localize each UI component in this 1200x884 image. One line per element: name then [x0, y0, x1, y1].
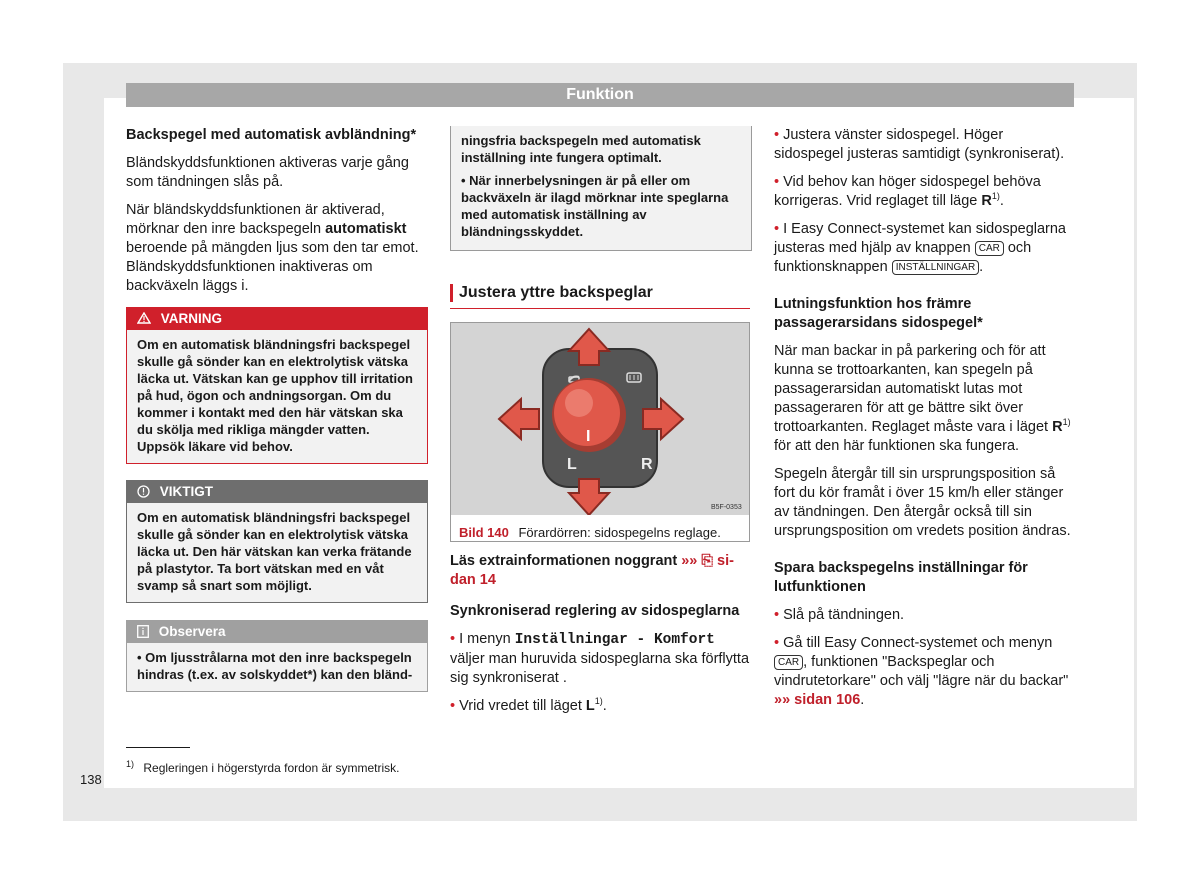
sync-heading: Synkroniserad reglering av sidospeglarna — [450, 603, 740, 619]
warning-text: Om en automatisk bländningsfri backspegel skulle gå sönder kan en elektrolytisk vätska läcka ut. Vätskan kan ge upphov till irritation på hud, ögon och andningsorgan. Om du kommer i kontakt med den här vätskan ska du skölja med rikliga mängder vatten. Uppsök läkare vid behov. — [137, 337, 413, 454]
title-underline — [450, 308, 750, 309]
important-title: VIKTIGT — [159, 484, 214, 499]
important-header — [127, 481, 427, 503]
reference-arrows-icon: »» — [774, 692, 791, 708]
section-title-block — [450, 284, 750, 309]
car-key: CAR — [774, 655, 803, 670]
figure-box — [450, 322, 750, 542]
settings-key: INSTÄLLNINGAR — [892, 260, 979, 275]
position-l-label: L — [567, 456, 577, 473]
left-column — [126, 126, 426, 305]
figure-code: B5F-0353 — [711, 504, 742, 511]
position-i-label: I — [586, 428, 591, 445]
important-text: Om en automatisk bländningsfri backspegel skulle gå sönder kan en elektrolytisk vätska läcka ut. Den här vätskan kan verka frätande på plastytor. Ta bort vätskan med en våt svamp så snart som möjligt. — [137, 510, 412, 593]
note-text: • Om ljusstrålarna mot den inre backspegeln hindras (t.ex. av solskyddet*) kan den bländ- — [137, 650, 413, 682]
sync-bullet-2: • Vrid vredet till läget $L^{1)}$. — [450, 696, 607, 714]
warning-triangle-icon — [137, 311, 155, 326]
tilt-paragraph-1: När man backar in på parkering och för att kunna se trottoarkanten, kan spegeln på passagerarsidan automatiskt lutas mot passageraren för att ge bättre sikt över trottoarkanten. Reglaget måste vara i läget $R^{1)}$ för att den här funktionen ska fungera. — [774, 343, 1071, 454]
read-more-line: Läs extrainformationen noggrant »» ⎘ si-dan 14 — [450, 553, 734, 588]
mirror-bullet-2: • Vid behov kan höger sidospegel behöva korrigeras. Vrid reglaget till läge $R^{1)}$. — [774, 174, 1041, 209]
caption-label: Bild 140 — [459, 525, 509, 540]
reference-arrows-icon: »» — [681, 553, 698, 569]
save-bullet-2: • Gå till Easy Connect-systemet och menyn CAR , funktionen "Backspeglar och vindrutetorkare" och välj "lägre när du backar" »» sidan 106. — [774, 635, 1069, 708]
note-text-bullet: • När innerbelysningen är på eller om backväxeln är ilagd mörknar inte speglarna med automatisk inställning av bländningsskyddet. — [461, 173, 729, 239]
section-title: Justera yttre backspeglar — [459, 284, 653, 301]
tilt-paragraph-2: Spegeln återgår till sin ursprungsposition så fort du kör framåt i över 15 km/h eller stänger av tändningen. Den återgår också till sin ursprungsposition om vredets position ändras. — [774, 466, 1071, 539]
save-heading: Spara backspegelns inställningar för lutfunktionen — [774, 560, 1028, 595]
mirror-bullet-1: • Justera vänster sidospegel. Höger sidospegel justeras samtidigt (synkroniserat). — [774, 127, 1065, 162]
tilt-heading: Lutningsfunktion hos främre passagerarsidans sidospegel* — [774, 296, 983, 331]
sync-bullet-1: • I menyn Inställningar - Komfort väljer man huruvida sidospeglarna ska förflytta sig synkroniserat . — [450, 631, 750, 686]
note-title: Observera — [158, 624, 226, 639]
note-continuation — [450, 126, 752, 251]
warning-title: VARNING — [160, 311, 223, 326]
right-column — [774, 126, 1074, 719]
caption-text: Förardörren: sidospegelns reglage. — [518, 525, 721, 540]
paragraph: Bländskyddsfunktionen aktiveras varje gång som tändningen slås på. — [126, 155, 409, 190]
car-key: CAR — [975, 241, 1004, 256]
important-box — [126, 480, 428, 603]
info-icon — [137, 624, 153, 639]
footnote-mark: 1) — [126, 759, 135, 769]
page-number: 138 — [80, 772, 102, 787]
booklet-icon: ⎘ — [701, 553, 714, 569]
mirror-control-illustration — [451, 323, 749, 515]
page-reference-link[interactable]: si-dan 14 — [450, 553, 734, 588]
exclamation-circle-icon — [137, 484, 154, 499]
warning-box — [126, 307, 428, 464]
mirror-bullet-3: • I Easy Connect-systemet kan sidospeglarna justeras med hjälp av knappen CAR och funktionsknappen INSTÄLLNINGAR . — [774, 221, 1067, 275]
section-heading: Backspegel med automatisk avbländning* — [126, 127, 417, 143]
title-accent-bar — [450, 284, 453, 302]
page-reference-link[interactable]: sidan 106 — [794, 692, 861, 708]
middle-text-column — [450, 552, 750, 725]
warning-header — [127, 308, 427, 330]
save-bullet-1: • Slå på tändningen. — [774, 607, 905, 623]
figure-caption — [451, 520, 749, 545]
footnote — [126, 760, 399, 776]
note-header — [127, 621, 427, 643]
note-box — [126, 620, 428, 692]
page-header: Funktion — [126, 83, 1074, 107]
footnote-text: Regleringen i högerstyrda fordon är symmetrisk. — [143, 761, 400, 775]
position-r-label: R — [641, 456, 653, 473]
note-text-continued: ningsfria backspegeln med automatisk inställning inte fungera optimalt. — [461, 133, 701, 165]
footnote-rule — [126, 747, 190, 748]
paragraph: När bländskyddsfunktionen är aktiverad, mörknar den inre backspegeln automatiskt beroende på mängden ljus som den tar emot. Bländskyddsfunktionen inaktiveras om backväxeln läggs i. — [126, 202, 419, 294]
